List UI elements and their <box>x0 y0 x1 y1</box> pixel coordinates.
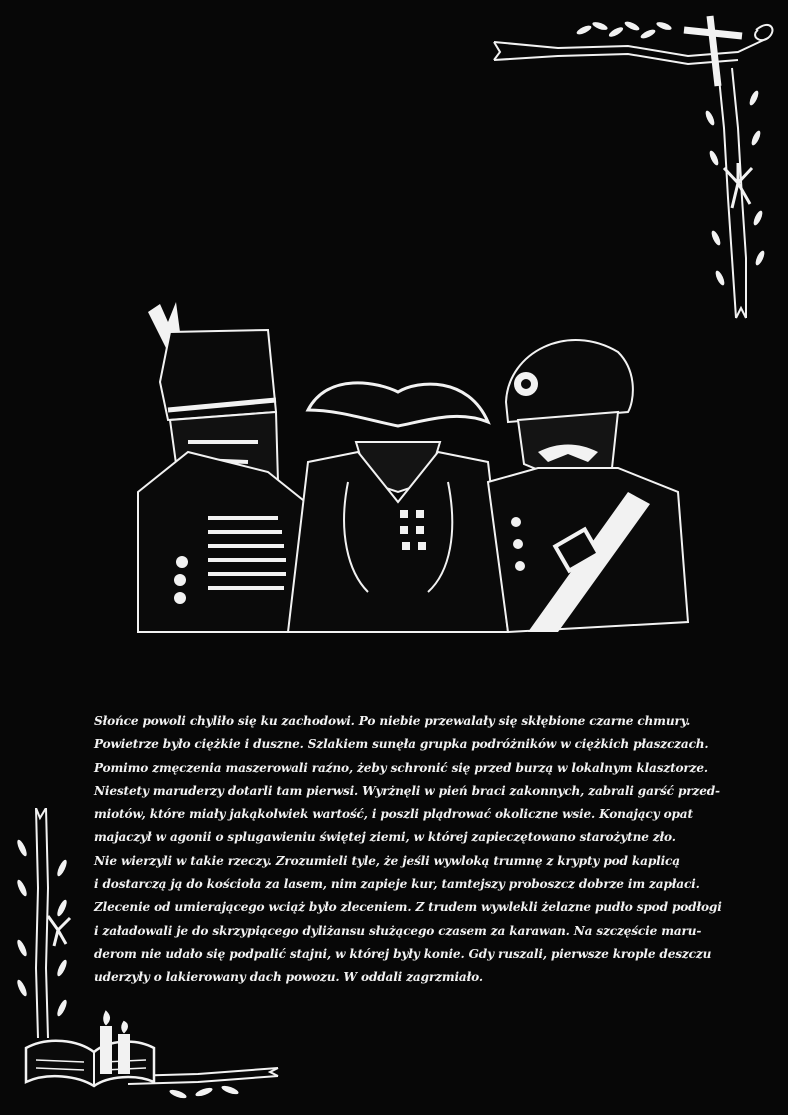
bicorne-cloak-figure-icon <box>288 383 508 632</box>
story-line: Pomimo zmęczenia maszerowali raźno, żeby schronić się przed burzą w lokalnym klasztorze. <box>94 760 708 775</box>
laurel-ribbon-book-candles-icon <box>15 808 278 1100</box>
story-line: i dostarczą ją do kościoła za lasem, nim zapieje kur, tamtejszy proboszcz dobrze im zapłaci. <box>94 877 700 892</box>
story-line: i załadowali je do skrzypiącego dyliżansu służącego czasem za karawan. Na szczęście maru- <box>94 923 702 938</box>
corner-ornament-bottom-left <box>8 808 290 1108</box>
story-line: derom nie udało się podpalić stajni, w której były konie. Gdy ruszali, pierwsze krople deszczu <box>94 946 712 961</box>
story-line: Zlecenie od umierającego wciąż było zleceniem. Z trudem wywlekli żelazne pudło spod podłogi <box>94 900 722 915</box>
story-line: Nie wierzyli w takie rzeczy. Zrozumieli tyle, że jeśli wywloką trumnę z krypty pod kaplicą <box>94 853 680 868</box>
story-line: Słońce powoli chyliło się ku zachodowi. Po niebie przewalały się skłębione czarne chmury. <box>94 714 691 728</box>
three-marauders-illustration <box>98 292 698 642</box>
story-line: uderzyły o lakierowany dach powozu. W oddali zagrzmiało. <box>94 970 483 985</box>
corner-ornament-top-right <box>488 8 780 326</box>
story-line: Niestety maruderzy dotarli tam pierwsi. Wyrżnęli w pień braci zakonnych, zabrali garść przed- <box>94 783 720 798</box>
story-line: miotów, które miały jakąkolwiek wartość, i poszli plądrować okoliczne wsie. Konający opat <box>94 807 693 822</box>
story-line: Powietrze było ciężkie i duszne. Szlakiem sunęła grupka podróżników w ciężkich płaszczach. <box>94 737 709 752</box>
laurel-ribbon-cross-lily-icon <box>494 16 772 318</box>
hussar-shako-figure-icon <box>138 302 318 632</box>
story-line: majaczył w agonii o splugawieniu świętej ziemi, w której zapieczętowano starożytne zło. <box>94 830 676 845</box>
fur-cap-bandolier-figure-icon <box>488 340 688 632</box>
